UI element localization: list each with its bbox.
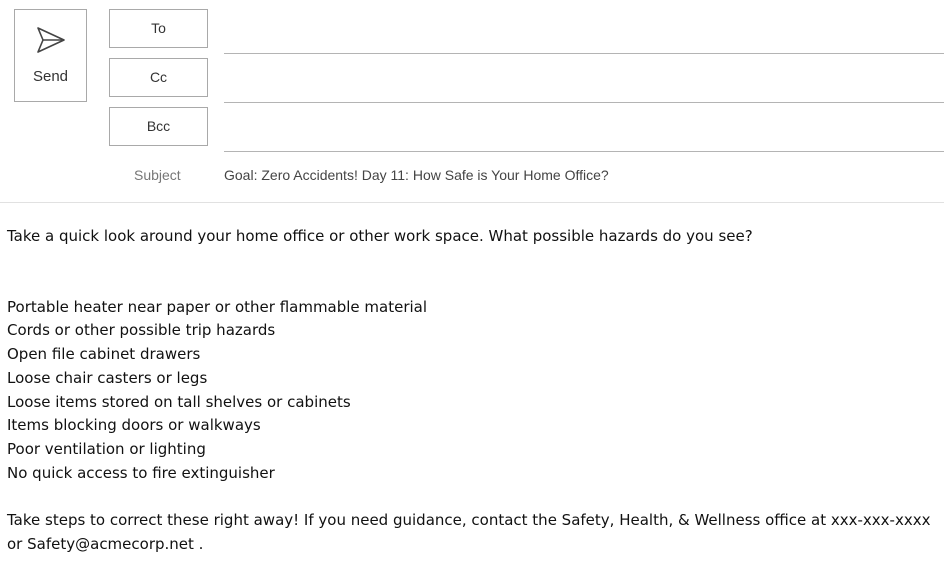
- to-button[interactable]: To: [109, 9, 208, 48]
- blank-lines: [7, 249, 939, 296]
- hazard-item: Loose items stored on tall shelves or cabinets: [7, 392, 351, 411]
- subject-label: Subject: [134, 167, 181, 183]
- subject-field[interactable]: Goal: Zero Accidents! Day 11: How Safe is Your Home Office?: [224, 167, 609, 183]
- paper-plane-icon: [36, 26, 66, 54]
- closing-text: Take steps to correct these right away! If you need guidance, contact the Safety, Health, & Wellness office at xxx-xxx-xxxx or: [7, 511, 931, 553]
- closing-paragraph: [7, 509, 939, 556]
- safety-email-link[interactable]: Safety@acmecorp.net: [27, 534, 194, 553]
- bcc-field[interactable]: [224, 122, 944, 152]
- intro-paragraph: Take a quick look around your home office or other work space. What possible hazards do you see?: [7, 227, 753, 245]
- hazard-item: Open file cabinet drawers: [7, 345, 201, 364]
- hazard-item: Loose chair casters or legs: [7, 368, 208, 387]
- to-field[interactable]: [224, 24, 944, 54]
- hazard-list: [7, 296, 939, 486]
- send-button[interactable]: [14, 9, 87, 102]
- cc-button[interactable]: Cc: [109, 58, 208, 97]
- blank-line: [7, 485, 939, 509]
- hazard-item: Poor ventilation or lighting: [7, 439, 206, 458]
- closing-end: .: [193, 534, 204, 553]
- hazard-item: No quick access to fire extinguisher: [7, 463, 275, 482]
- header-divider: [0, 202, 944, 203]
- bcc-button[interactable]: Bcc: [109, 107, 208, 146]
- cc-field[interactable]: [224, 73, 944, 103]
- hazard-item: Items blocking doors or walkways: [7, 416, 261, 435]
- hazard-item: Portable heater near paper or other flammable material: [7, 297, 428, 316]
- message-body[interactable]: [7, 225, 939, 556]
- hazard-item: Cords or other possible trip hazards: [7, 321, 276, 340]
- send-label: Send: [32, 68, 69, 85]
